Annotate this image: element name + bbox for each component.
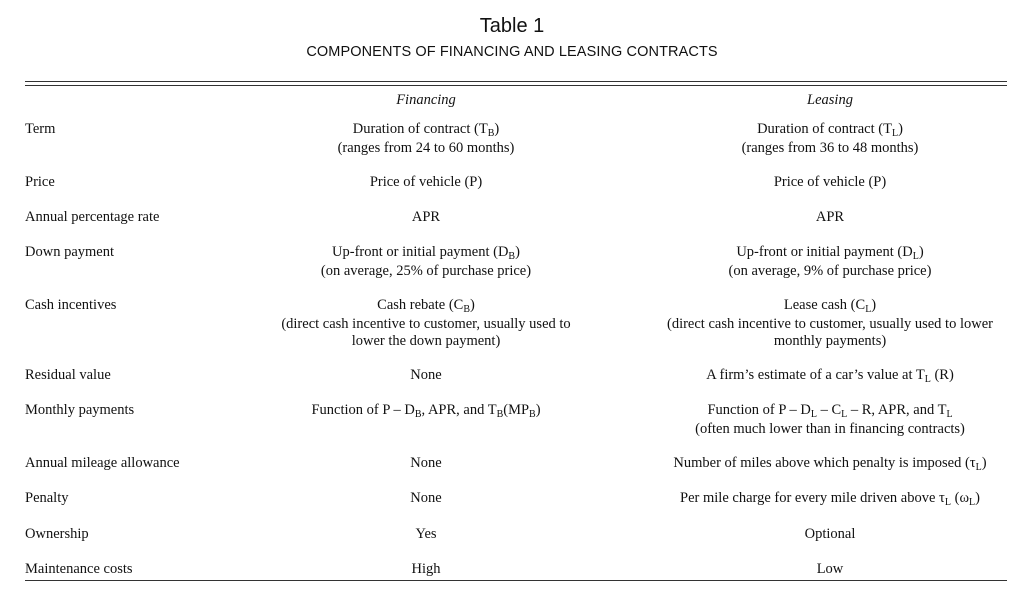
column-header-financing: Financing	[396, 92, 456, 108]
cell-financing-ownership: Yes	[415, 526, 437, 542]
cell-financing-term: Duration of contract $(T_B)$ (ranges from 24 to 60 months)	[337, 121, 515, 156]
cell-financing-annual-mileage-allowance: None	[410, 455, 442, 471]
row-label-maintenance-costs: Maintenance costs	[25, 561, 133, 577]
cell-leasing-price: Price of vehicle (P)	[773, 174, 887, 190]
cell-leasing-residual-value: A firm’s estimate of a car’s value at $T_L$ (R)	[706, 367, 954, 385]
cell-leasing-ownership: Optional	[804, 526, 856, 542]
cell-financing-price: Price of vehicle (P)	[369, 174, 483, 190]
cell-leasing-term: Duration of contract $(T_L)$ (ranges from 36 to 48 months)	[741, 121, 919, 156]
cell-financing-down-payment: Up-front or initial payment $(D_B)$ (on average, 25% of purchase price)	[320, 244, 532, 279]
row-label-ownership: Ownership	[25, 526, 89, 542]
cell-financing-maintenance-costs: High	[411, 561, 441, 577]
row-label-down-payment: Down payment	[25, 244, 114, 260]
row-label-price: Price	[25, 174, 55, 190]
row-label-term: Term	[25, 121, 56, 137]
cell-leasing-monthly-payments: Function of P – $D_L - C_L$ – R, APR, and $T_L$ (often much lower than in financing contracts)	[695, 402, 965, 437]
cell-leasing-down-payment: Up-front or initial payment $(D_L)$ (on average, 9% of purchase price)	[728, 244, 932, 279]
cell-financing-residual-value: None	[410, 367, 442, 383]
bottom-rule	[25, 580, 1007, 581]
cell-leasing-apr: APR	[815, 209, 845, 225]
row-label-annual-mileage-allowance: Annual mileage allowance	[25, 455, 180, 471]
row-label-penalty: Penalty	[25, 490, 69, 506]
cell-financing-monthly-payments: Function of P – $D_B$, APR, and $T_B(MP_B)$	[311, 402, 541, 420]
table-number: Table 1	[479, 15, 545, 37]
top-rule-second	[25, 85, 1007, 86]
cell-leasing-cash-incentives: Lease cash $(C_L)$ (direct cash incentive to customer, usually used to lower monthly payments)	[667, 297, 993, 349]
cell-leasing-annual-mileage-allowance: Number of miles above which penalty is imposed $(\tau_L)$	[673, 455, 987, 473]
top-rule	[25, 81, 1007, 82]
row-label-monthly-payments: Monthly payments	[25, 402, 135, 418]
cell-financing-apr: APR	[411, 209, 441, 225]
cell-leasing-maintenance-costs: Low	[816, 561, 844, 577]
row-label-residual-value: Residual value	[25, 367, 111, 383]
table-title: COMPONENTS OF FINANCING AND LEASING CONTRACTS	[306, 44, 718, 60]
row-label-cash-incentives: Cash incentives	[25, 297, 117, 313]
row-label-apr: Annual percentage rate	[25, 209, 160, 225]
cell-financing-cash-incentives: Cash rebate $(C_B)$ (direct cash incentive to customer, usually used to lower the down payment)	[281, 297, 571, 349]
column-header-leasing: Leasing	[807, 92, 853, 108]
cell-leasing-penalty: Per mile charge for every mile driven above $\tau_L$ $(\omega_L)$	[680, 490, 980, 508]
cell-financing-penalty: None	[410, 490, 442, 506]
